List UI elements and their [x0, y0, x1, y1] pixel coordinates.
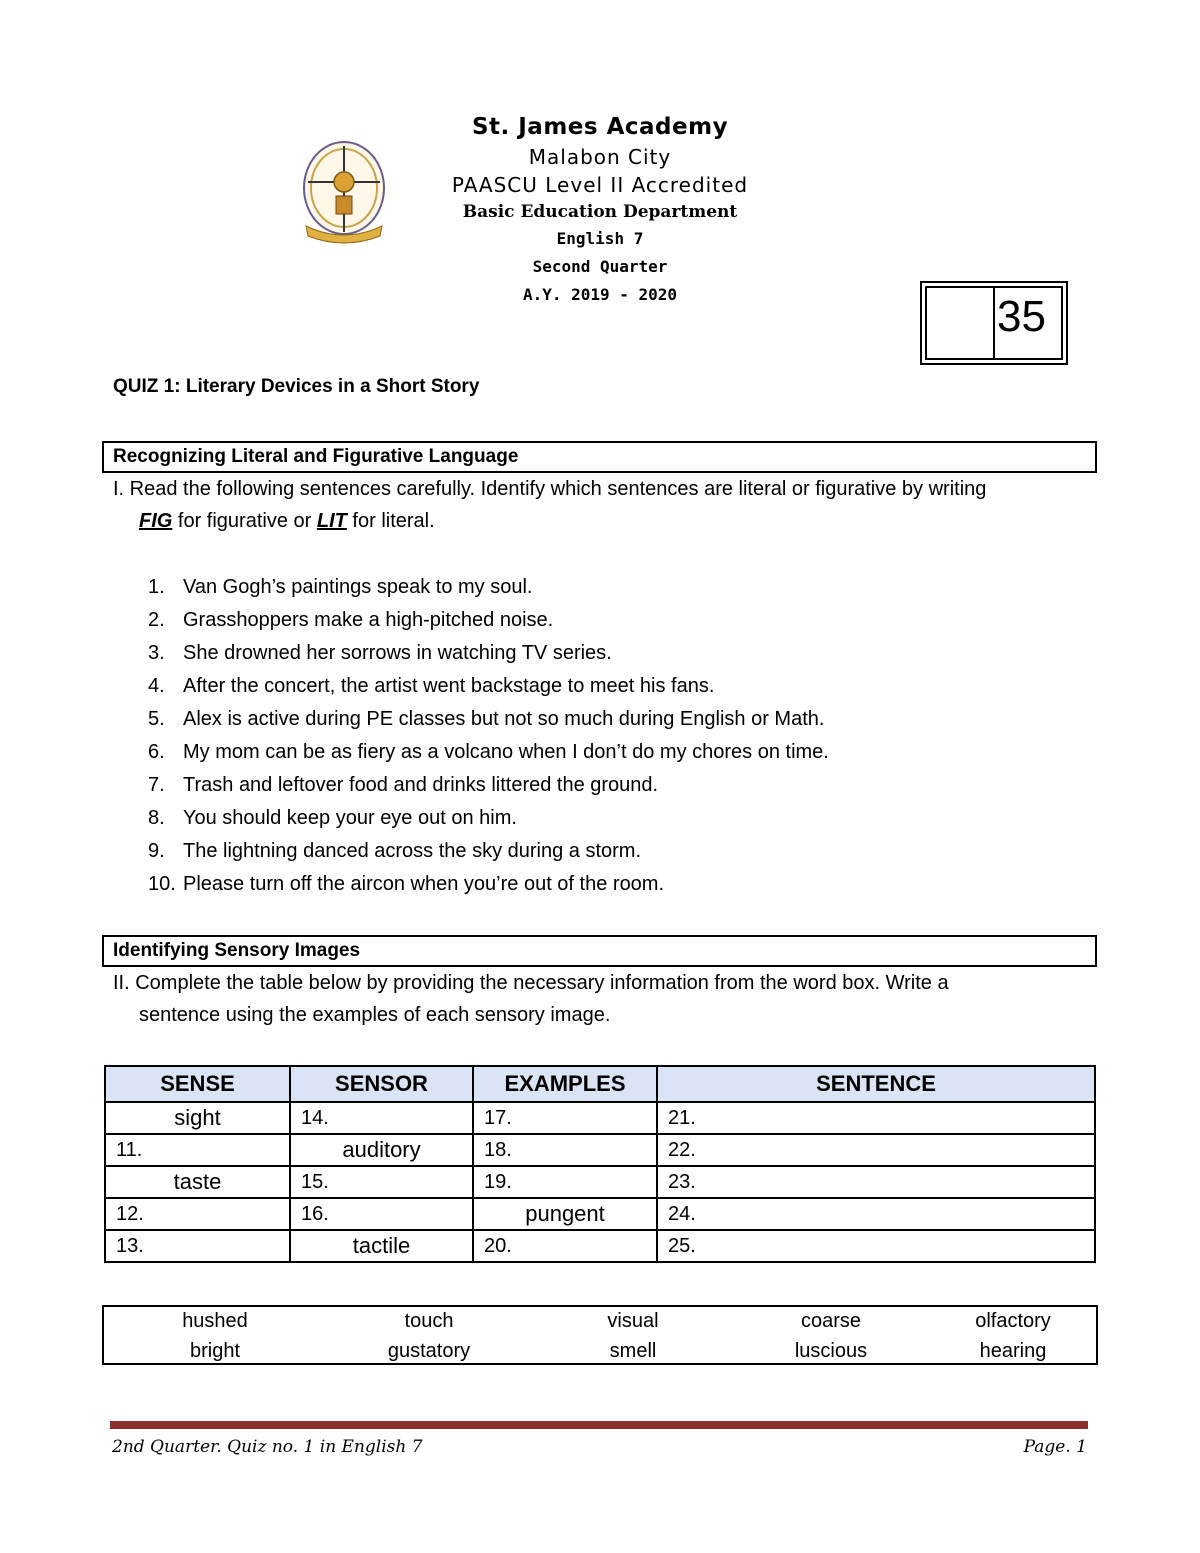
- item-text: Grasshoppers make a high-pitched noise.: [183, 609, 554, 631]
- table-cell: 13.: [105, 1230, 290, 1262]
- item-number: 6.: [148, 741, 165, 763]
- school-city: Malabon City: [528, 145, 672, 169]
- table-row: [105, 1102, 1095, 1134]
- score-total: 35: [997, 292, 1046, 341]
- sensory-table: [104, 1065, 1096, 1263]
- list-item: [148, 670, 829, 703]
- item-number: 5.: [148, 708, 165, 730]
- table-cell: 19.: [473, 1166, 657, 1198]
- item-number: 8.: [148, 807, 165, 829]
- quarter: Second Quarter: [532, 257, 668, 276]
- item-number: 7.: [148, 774, 165, 796]
- item-text: You should keep your eye out on him.: [183, 807, 517, 829]
- word-box-item: smell: [609, 1340, 657, 1362]
- item-number: 4.: [148, 675, 165, 697]
- table-cell: 12.: [105, 1198, 290, 1230]
- table-cell: sight: [105, 1102, 290, 1134]
- list-item: [148, 868, 829, 901]
- fig-keyword: FIG: [139, 510, 173, 532]
- word-box-item: olfactory: [975, 1310, 1051, 1332]
- word-box-item: gustatory: [387, 1340, 471, 1362]
- item-text: The lightning danced across the sky during a storm.: [183, 840, 642, 862]
- item-text: Alex is active during PE classes but not so much during English or Math.: [183, 708, 825, 730]
- department: Basic Education Department: [462, 202, 738, 222]
- word-box: [102, 1305, 1098, 1365]
- table-cell: 14.: [290, 1102, 473, 1134]
- question-list: [148, 571, 829, 901]
- list-item: [148, 769, 829, 802]
- column-header-sense: SENSE: [105, 1066, 290, 1102]
- table-cell: 22.: [657, 1134, 1095, 1166]
- score-inner-frame: [925, 286, 1063, 360]
- table-cell: 16.: [290, 1198, 473, 1230]
- table-row: [105, 1198, 1095, 1230]
- subject: English 7: [556, 229, 644, 248]
- table-cell: 15.: [290, 1166, 473, 1198]
- item-text: After the concert, the artist went backstage to meet his fans.: [183, 675, 715, 697]
- item-text: She drowned her sorrows in watching TV series.: [183, 642, 612, 664]
- column-header-examples: EXAMPLES: [473, 1066, 657, 1102]
- school-name: St. James Academy: [471, 114, 729, 140]
- table-cell: 18.: [473, 1134, 657, 1166]
- section-heading-part2: Identifying Sensory Images: [102, 935, 1097, 967]
- list-item: [148, 802, 829, 835]
- table-cell: 17.: [473, 1102, 657, 1134]
- word-box-item: hushed: [182, 1310, 248, 1332]
- part2-instruction-line2: sentence using the examples of each sensory image.: [139, 1004, 611, 1026]
- item-text: Please turn off the aircon when you’re out of the room.: [183, 873, 665, 895]
- item-number: 3.: [148, 642, 165, 664]
- part1-instruction-line2: [139, 505, 435, 537]
- list-item: [148, 736, 829, 769]
- word-box-item: bright: [189, 1340, 241, 1362]
- accreditation: PAASCU Level II Accredited: [451, 173, 749, 197]
- table-row: [105, 1134, 1095, 1166]
- item-number: 2.: [148, 609, 165, 631]
- table-row: [105, 1166, 1095, 1198]
- table-cell: 21.: [657, 1102, 1095, 1134]
- table-cell: 24.: [657, 1198, 1095, 1230]
- table-cell: taste: [105, 1166, 290, 1198]
- item-number: 9.: [148, 840, 165, 862]
- table-cell: pungent: [473, 1198, 657, 1230]
- section-heading-part1: Recognizing Literal and Figurative Language: [102, 441, 1097, 473]
- list-item: [148, 835, 829, 868]
- item-number: 1.: [148, 576, 165, 598]
- table-cell: 23.: [657, 1166, 1095, 1198]
- quiz-title: QUIZ 1: Literary Devices in a Short Story: [113, 376, 480, 397]
- table-cell: 11.: [105, 1134, 290, 1166]
- word-box-item: visual: [607, 1310, 659, 1332]
- footer-rule: [110, 1421, 1088, 1429]
- table-row: [105, 1230, 1095, 1262]
- item-text: Trash and leftover food and drinks littered the ground.: [183, 774, 659, 796]
- table-cell: 25.: [657, 1230, 1095, 1262]
- footer-page-number: Page. 1: [1023, 1437, 1087, 1457]
- column-header-sensor: SENSOR: [290, 1066, 473, 1102]
- item-text: My mom can be as fiery as a volcano when I don’t do my chores on time.: [183, 741, 829, 763]
- academic-year: A.Y. 2019 - 2020: [522, 285, 678, 304]
- part2-instruction-line1: II. Complete the table below by providing the necessary information from the word box. Write a: [113, 972, 949, 994]
- word-box-item: luscious: [794, 1340, 868, 1362]
- table-header-row: [105, 1066, 1095, 1102]
- lit-keyword: LIT: [316, 510, 347, 532]
- column-header-sentence: SENTENCE: [657, 1066, 1095, 1102]
- word-box-item: hearing: [979, 1340, 1047, 1362]
- score-box: [920, 281, 1068, 365]
- list-item: [148, 571, 829, 604]
- part1-instruction-line1: I. Read the following sentences carefully. Identify which sentences are literal or figurative by writing: [113, 478, 987, 500]
- footer-left: 2nd Quarter. Quiz no. 1 in English 7: [112, 1437, 423, 1457]
- list-item: [148, 637, 829, 670]
- word-box-item: touch: [404, 1310, 454, 1332]
- score-divider: [993, 288, 995, 358]
- table-cell: 20.: [473, 1230, 657, 1262]
- list-item: [148, 604, 829, 637]
- list-item: [148, 703, 829, 736]
- instruction-end: for literal.: [346, 510, 435, 532]
- word-box-item: coarse: [800, 1310, 862, 1332]
- table-cell: tactile: [290, 1230, 473, 1262]
- table-cell: auditory: [290, 1134, 473, 1166]
- item-text: Van Gogh’s paintings speak to my soul.: [183, 576, 533, 598]
- instruction-mid: for figurative or: [172, 510, 317, 532]
- item-number: 10.: [148, 873, 176, 895]
